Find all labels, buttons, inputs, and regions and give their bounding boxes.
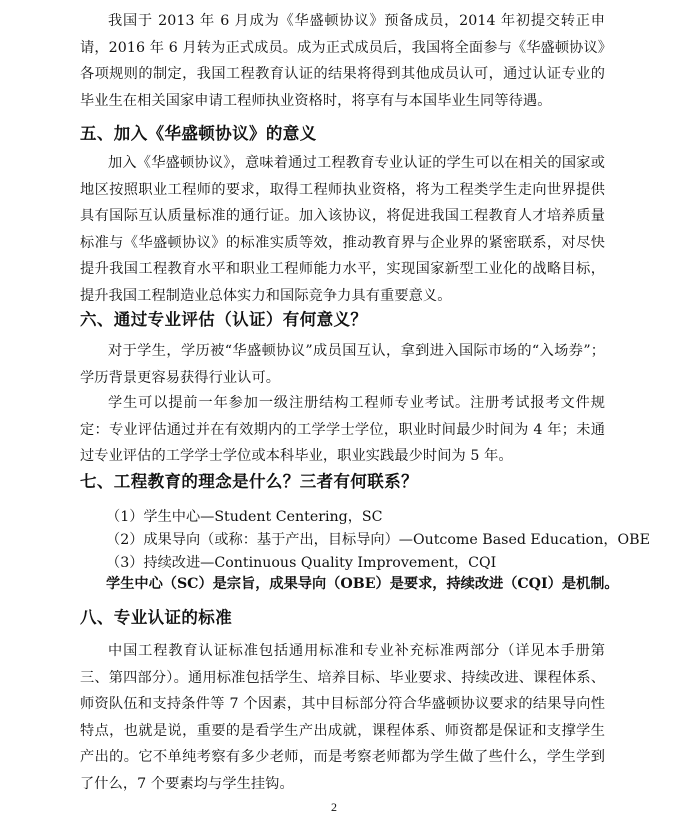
intro-paragraph: 我国于 2013 年 6 月成为《华盛顿协议》预备成员，2014 年初提交转正申请，2016 年 6 月转为正式成员。成为正式成员后，我国将全面参与《华盛顿协议》各项规则的制定，我国工程教育认证的结果将得到其他成员认可，通过认证专业的毕业生在相关国家申请工程师执业资格时，将享有与本国毕业生同等待遇。: [80, 13, 605, 109]
section-7-item-1: （1）学生中心—Student Centering，SC: [106, 509, 383, 525]
section-6-paragraph-2: 学生可以提前一年参加一级注册结构工程师专业考试。注册考试报考文件规定：专业评估通过并在有效期内的工学学士学位，职业时间最少时间为 4 年；未通过专业评估的工学学士学位或本科毕业，职业实践最少时间为 5 年。: [80, 395, 605, 464]
section-7-heading: 七、工程教育的理念是什么？三者有何联系？: [80, 472, 418, 491]
section-7-item-2: （2）成果导向（或称：基于产出，目标导向）—Outcome Based Education，OBE: [106, 532, 650, 548]
section-5-paragraph: 加入《华盛顿协议》，意味着通过工程教育专业认证的学生可以在相关的国家或地区按照职业工程师的要求，取得工程师执业资格，将为工程类学生走向世界提供具有国际互认质量标准的通行证。加入该协议，将促进我国工程教育人才培养质量标准与《华盛顿协议》的标准实质等效，推动教育界与企业界的紧密联系，对尽快提升我国工程教育水平和职业工程师能力水平，实现国家新型工业化的战略目标，提升我国工程制造业总体实力和国际竞争力具有重要意义。: [80, 155, 605, 304]
section-7-summary: 学生中心（SC）是宗旨，成果导向（OBE）是要求，持续改进（CQI）是机制。: [106, 576, 619, 592]
section-6-heading: 六、通过专业评估（认证）有何意义？: [80, 310, 368, 329]
section-8-paragraph: 中国工程教育认证标准包括通用标准和专业补充标准两部分（详见本手册第三、第四部分）。通用标准包括学生、培养目标、毕业要求、持续改进、课程体系、师资队伍和支持条件等 7 个因素，其中目标部分符合华盛顿协议要求的结果导向性特点，也就是说，重要的是看学生产出成就，课程体系、师资都是保证和支撑学生产出的。它不单纯考察有多少老师，而是考察老师都为学生做了些什么，学生学到了什么，7 个要素均与学生挂钩。: [80, 643, 605, 792]
page-number: 2: [331, 800, 337, 814]
section-7-item-3: （3）持续改进—Continuous Quality Improvement，CQI: [106, 555, 497, 571]
section-6-paragraph-1: 对于学生，学历被“华盛顿协议”成员国互认，拿到进入国际市场的“入场券”；学历背景更容易获得行业认可。: [80, 343, 605, 386]
section-5-heading: 五、加入《华盛顿协议》的意义: [80, 124, 317, 143]
section-8-heading: 八、专业认证的标准: [80, 608, 233, 627]
